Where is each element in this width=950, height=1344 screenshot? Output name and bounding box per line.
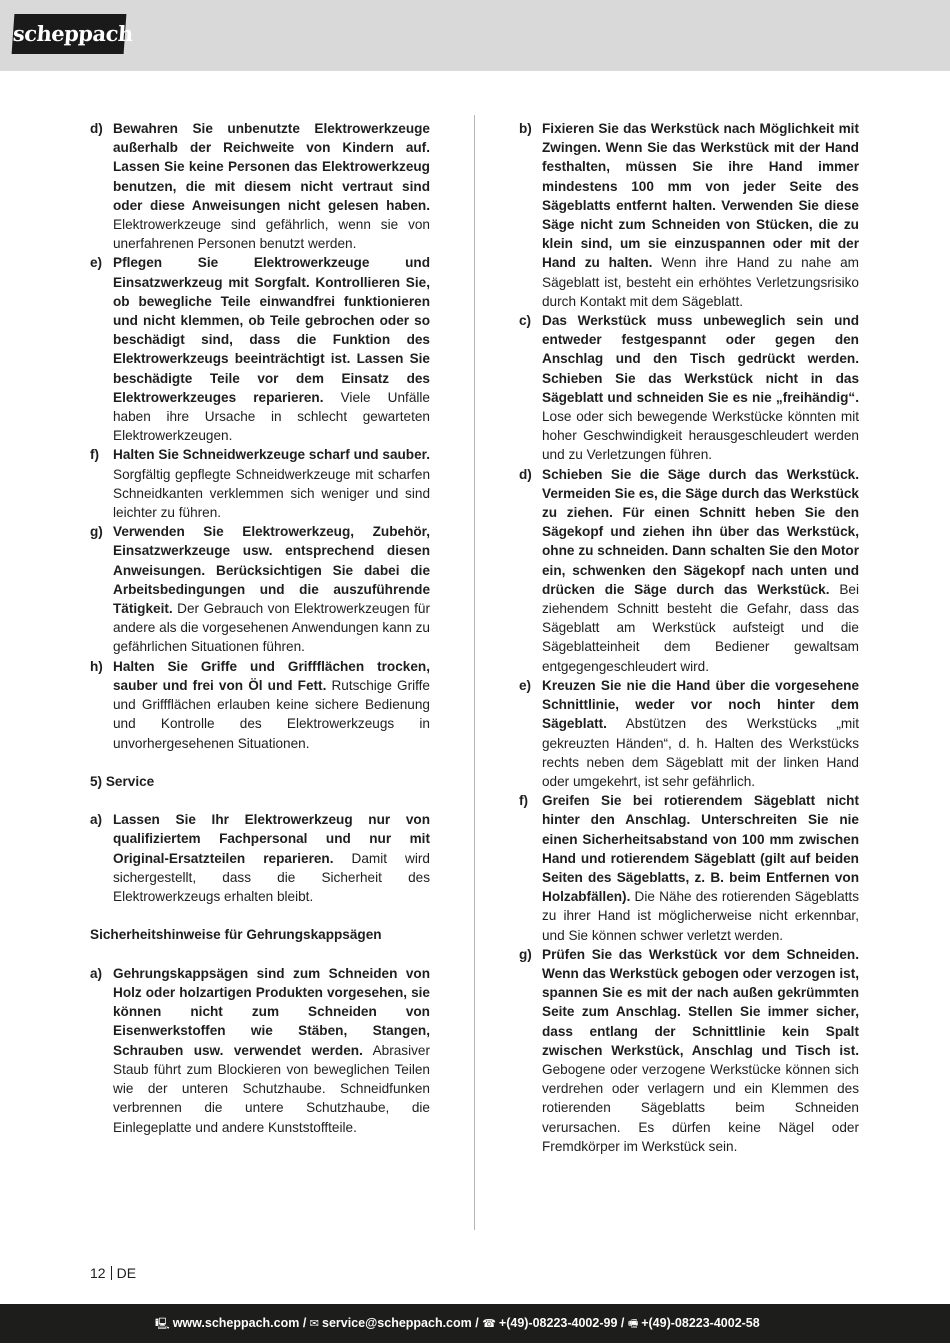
item-letter: g) [90, 524, 103, 540]
item-text [542, 791, 859, 945]
item-normal-text: Rutschige Griffe und Griffflächen erlauben keine sichere Bedienung und Kontrolle des Elektrowerkzeugs in unvorhergesehenen Situationen. [113, 677, 430, 751]
page-separator [111, 1266, 112, 1280]
list-item [519, 791, 859, 945]
item-letter: a) [90, 812, 103, 828]
item-letter: e) [519, 677, 532, 693]
item-bold-text: Halten Sie Schneidwerkzeuge scharf und sauber. [113, 447, 430, 463]
item-text [113, 445, 430, 522]
item-letter: b) [519, 121, 532, 136]
item-bold-text: Bewahren Sie unbenutzte Elektrowerkzeuge außerhalb der Reichweite von Kindern auf. Lassen Sie keine Personen das Elektrowerkzeug benutzen, die mit diesem nicht vertraut sind oder diese Anweisungen nicht gelesen haben. [113, 121, 430, 213]
item-letter: d) [90, 121, 103, 136]
footer-web[interactable]: www.scheppach.com / [172, 1316, 307, 1330]
spacer [90, 753, 430, 772]
left-column [90, 119, 430, 1137]
item-bold-text: Pflegen Sie Elektrowerkzeuge und Einsatzwerkzeug mit Sorgfalt. Kontrollieren Sie, ob bewegliche Teile einwandfrei funktionieren und nicht klemmen, ob Teile gebrochen oder so beschädigt sind, dass die Funktion des Elektrowerkzeugs beeinträchtigt ist. Lassen Sie beschädigte Teile vor dem Einsatz des Elektrowerkzeuges reparieren. [113, 255, 430, 405]
page-number-value: 12 [90, 1265, 106, 1281]
item-normal-text: Wenn ihre Hand zu nahe am Sägeblatt ist, besteht ein erhöhtes Verletzungsrisiko durch Kontakt mit dem Sägeblatt. [542, 255, 860, 309]
spacer [90, 906, 430, 925]
item-normal-text: Der Gebrauch von Elektrowerkzeugen für andere als die vorgesehenen Anwendungen kann zu gefährlichen Situationen führen. [113, 601, 430, 655]
spacer [90, 791, 430, 810]
item-text [113, 253, 430, 445]
column-divider [474, 115, 475, 1230]
item-letter: e) [90, 255, 103, 271]
item-bold-text: Greifen Sie bei rotierendem Sägeblatt nicht hinter den Anschlag. Unterschreiten Sie nie einen Sicherheitsabstand von 100 mm zwischen Hand und rotierendem Sägeblatt (gilt auf beiden Seiten des Sägeblatts, z. B. beim Entfernen von Holzabfällen). [542, 793, 859, 905]
item-bold-text: Lassen Sie Ihr Elektrowerkzeug nur von qualifiziertem Fachpersonal und nur mit Original-Ersatzteilen reparieren. [113, 812, 430, 866]
page-number [90, 1265, 136, 1281]
item-letter: c) [519, 313, 532, 329]
page-language: DE [116, 1265, 137, 1281]
item-letter: a) [90, 965, 103, 981]
item-text [542, 945, 859, 1156]
item-normal-text: Gebogene oder verzogene Werkstücke können sich verdrehen oder verlagern und ein Klemmen des rotierenden Sägeblatts beim Schneiden verursachen. Es dürfen keine Nägel oder Fremdkörper im Werkstück sein. [542, 1061, 859, 1154]
item-text [113, 810, 430, 906]
item-letter: f) [90, 447, 100, 463]
item-text [113, 119, 430, 253]
item-text [542, 465, 859, 676]
item-bold-text: Verwenden Sie Elektrowerkzeug, Zubehör, Einsatzwerkzeuge usw. entsprechend diesen Anweisungen. Berücksichtigen Sie dabei die Arbeitsbedingungen und die auszuführende Tätigkeit. [113, 524, 430, 617]
item-bold-text: Kreuzen Sie nie die Hand über die vorgesehene Schnittlinie, weder vor noch hinter dem Sägeblatt. [542, 677, 859, 732]
list-item [519, 119, 859, 311]
footer-contacts [155, 1304, 760, 1344]
item-text [542, 311, 859, 465]
item-letter: f) [519, 793, 529, 809]
safety-items [90, 964, 430, 1137]
list-item [519, 676, 859, 791]
item-text [542, 119, 859, 311]
item-letter: h) [90, 658, 103, 674]
footer-phone: +(49)-08223-4002-99 / [498, 1316, 625, 1330]
list-item [90, 119, 430, 253]
list-item [90, 522, 430, 656]
list-item [519, 465, 859, 676]
list-item [519, 945, 859, 1156]
item-text [113, 522, 430, 656]
item-normal-text: Lose oder sich bewegende Werkstücke könnten mit hoher Geschwindigkeit herausgeschleudert werden und zu Verletzungen führen. [542, 409, 859, 463]
service-heading: 5) Service [90, 773, 155, 789]
item-text [113, 964, 430, 1137]
list-item [90, 964, 430, 1137]
right-items [519, 119, 859, 1156]
list-item [519, 311, 859, 465]
brand-logo: scheppach [12, 14, 127, 54]
computer-icon: 🖳 [155, 1318, 170, 1330]
left-items [90, 119, 430, 753]
list-item [90, 253, 430, 445]
item-bold-text: Halten Sie Griffe und Griffflächen trocken, sauber und frei von Öl und Fett. [113, 658, 430, 693]
spacer [90, 945, 430, 964]
item-normal-text: Abstützen des Werkstücks „mit gekreuzten Händen“, d. h. Halten des Werkstücks rechts neben dem Sägeblatt mit der linken Hand oder umgekehrt, ist sehr gefährlich. [542, 716, 859, 789]
item-letter: g) [519, 946, 532, 962]
list-item [90, 445, 430, 522]
item-bold-text: Das Werkstück muss unbeweglich sein und entweder festgespannt oder gegen den Anschlag und den Tisch gedrückt werden. Schieben Sie das Werkstück nicht in das Sägeblatt und schneiden Sie es nie „freihändig“. [542, 313, 859, 405]
fax-icon: 🖷 [627, 1318, 639, 1330]
footer-email[interactable]: service@scheppach.com / [322, 1316, 479, 1330]
item-bold-text: Fixieren Sie das Werkstück nach Möglichkeit mit Zwingen. Wenn Sie das Werkstück mit der Hand festhalten, müssen Sie ihre Hand immer mindestens 100 mm von jeder Seite des Sägeblatts entfernt halten. Verwenden Sie diese Säge nicht zum Schneiden von Stücken, die zu klein sind, um sie einzuspannen oder mit der Hand zu halten. [542, 121, 859, 271]
item-normal-text: Elektrowerkzeuge sind gefährlich, wenn sie von unerfahrenen Personen benutzt werden. [113, 217, 430, 252]
item-normal-text: Bei ziehendem Schnitt besteht die Gefahr, dass das Sägeblatt am Werkstück aufsteigt und die Sägeblatteinheit dem Bediener gewaltsam entgegengeschleudert wird. [542, 581, 859, 674]
item-normal-text: Viele Unfälle haben ihre Ursache in schlecht gewarteten Elektrowerkzeugen. [113, 389, 430, 444]
list-item [90, 810, 430, 906]
item-normal-text: Sorgfältig gepflegte Schneidwerkzeuge mit scharfen Schneidkanten verklemmen sich weniger und sind leichter zu führen. [113, 466, 430, 521]
item-letter: d) [519, 466, 532, 482]
item-normal-text: Abrasiver Staub führt zum Blockieren von beweglichen Teilen wie der unteren Schutzhaube. Schneidfunken verbrennen die untere Schutzhaube, die Einlegeplatte und andere Kunststoffteile. [113, 1042, 430, 1135]
mail-icon: ✉ [309, 1318, 319, 1330]
safety-heading: Sicherheitshinweise für Gehrungskappsägen [90, 927, 382, 943]
item-text [542, 676, 859, 791]
right-column [519, 119, 859, 1156]
item-normal-text: Damit wird sichergestellt, dass die Sicherheit des Elektrowerkzeugs erhalten bleibt. [113, 850, 430, 905]
item-bold-text: Gehrungskappsägen sind zum Schneiden von Holz oder holzartigen Produkten vorgesehen, sie können nicht zum Schneiden von Eisenwerkstoffen wie Stäben, Stangen, Schrauben usw. verwendet werden. [113, 965, 430, 1058]
footer-fax: +(49)-08223-4002-58 [641, 1316, 760, 1330]
service-items [90, 810, 430, 906]
page-footer [0, 1304, 950, 1343]
page-header [0, 0, 950, 71]
item-bold-text: Prüfen Sie das Werkstück vor dem Schneiden. Wenn das Werkstück gebogen oder verzogen ist, spannen Sie es mit der nach außen gekrümmten Seite zum Anschlag. Stellen Sie immer sicher, dass entlang der Schnittlinie kein Spalt zwischen Werkstück, Anschlag und Tisch ist. [542, 946, 859, 1058]
list-item [90, 657, 430, 753]
phone-icon: ☎ [482, 1318, 496, 1330]
item-normal-text: Die Nähe des rotierenden Sägeblatts zu ihrer Hand ist möglicherweise nicht erkennbar, und Sie können schwer verletzt werden. [542, 889, 859, 943]
item-text [113, 657, 430, 753]
item-bold-text: Schieben Sie die Säge durch das Werkstück. Vermeiden Sie es, die Säge durch das Werkstück zu ziehen. Für einen Schnitt heben Sie den Sägekopf und ziehen ihn über das Werkstück, ohne zu schneiden. Dann schalten Sie den Motor ein, schwenken den Sägekopf nach unten und drücken die Säge durch das Werkstück. [542, 466, 859, 597]
